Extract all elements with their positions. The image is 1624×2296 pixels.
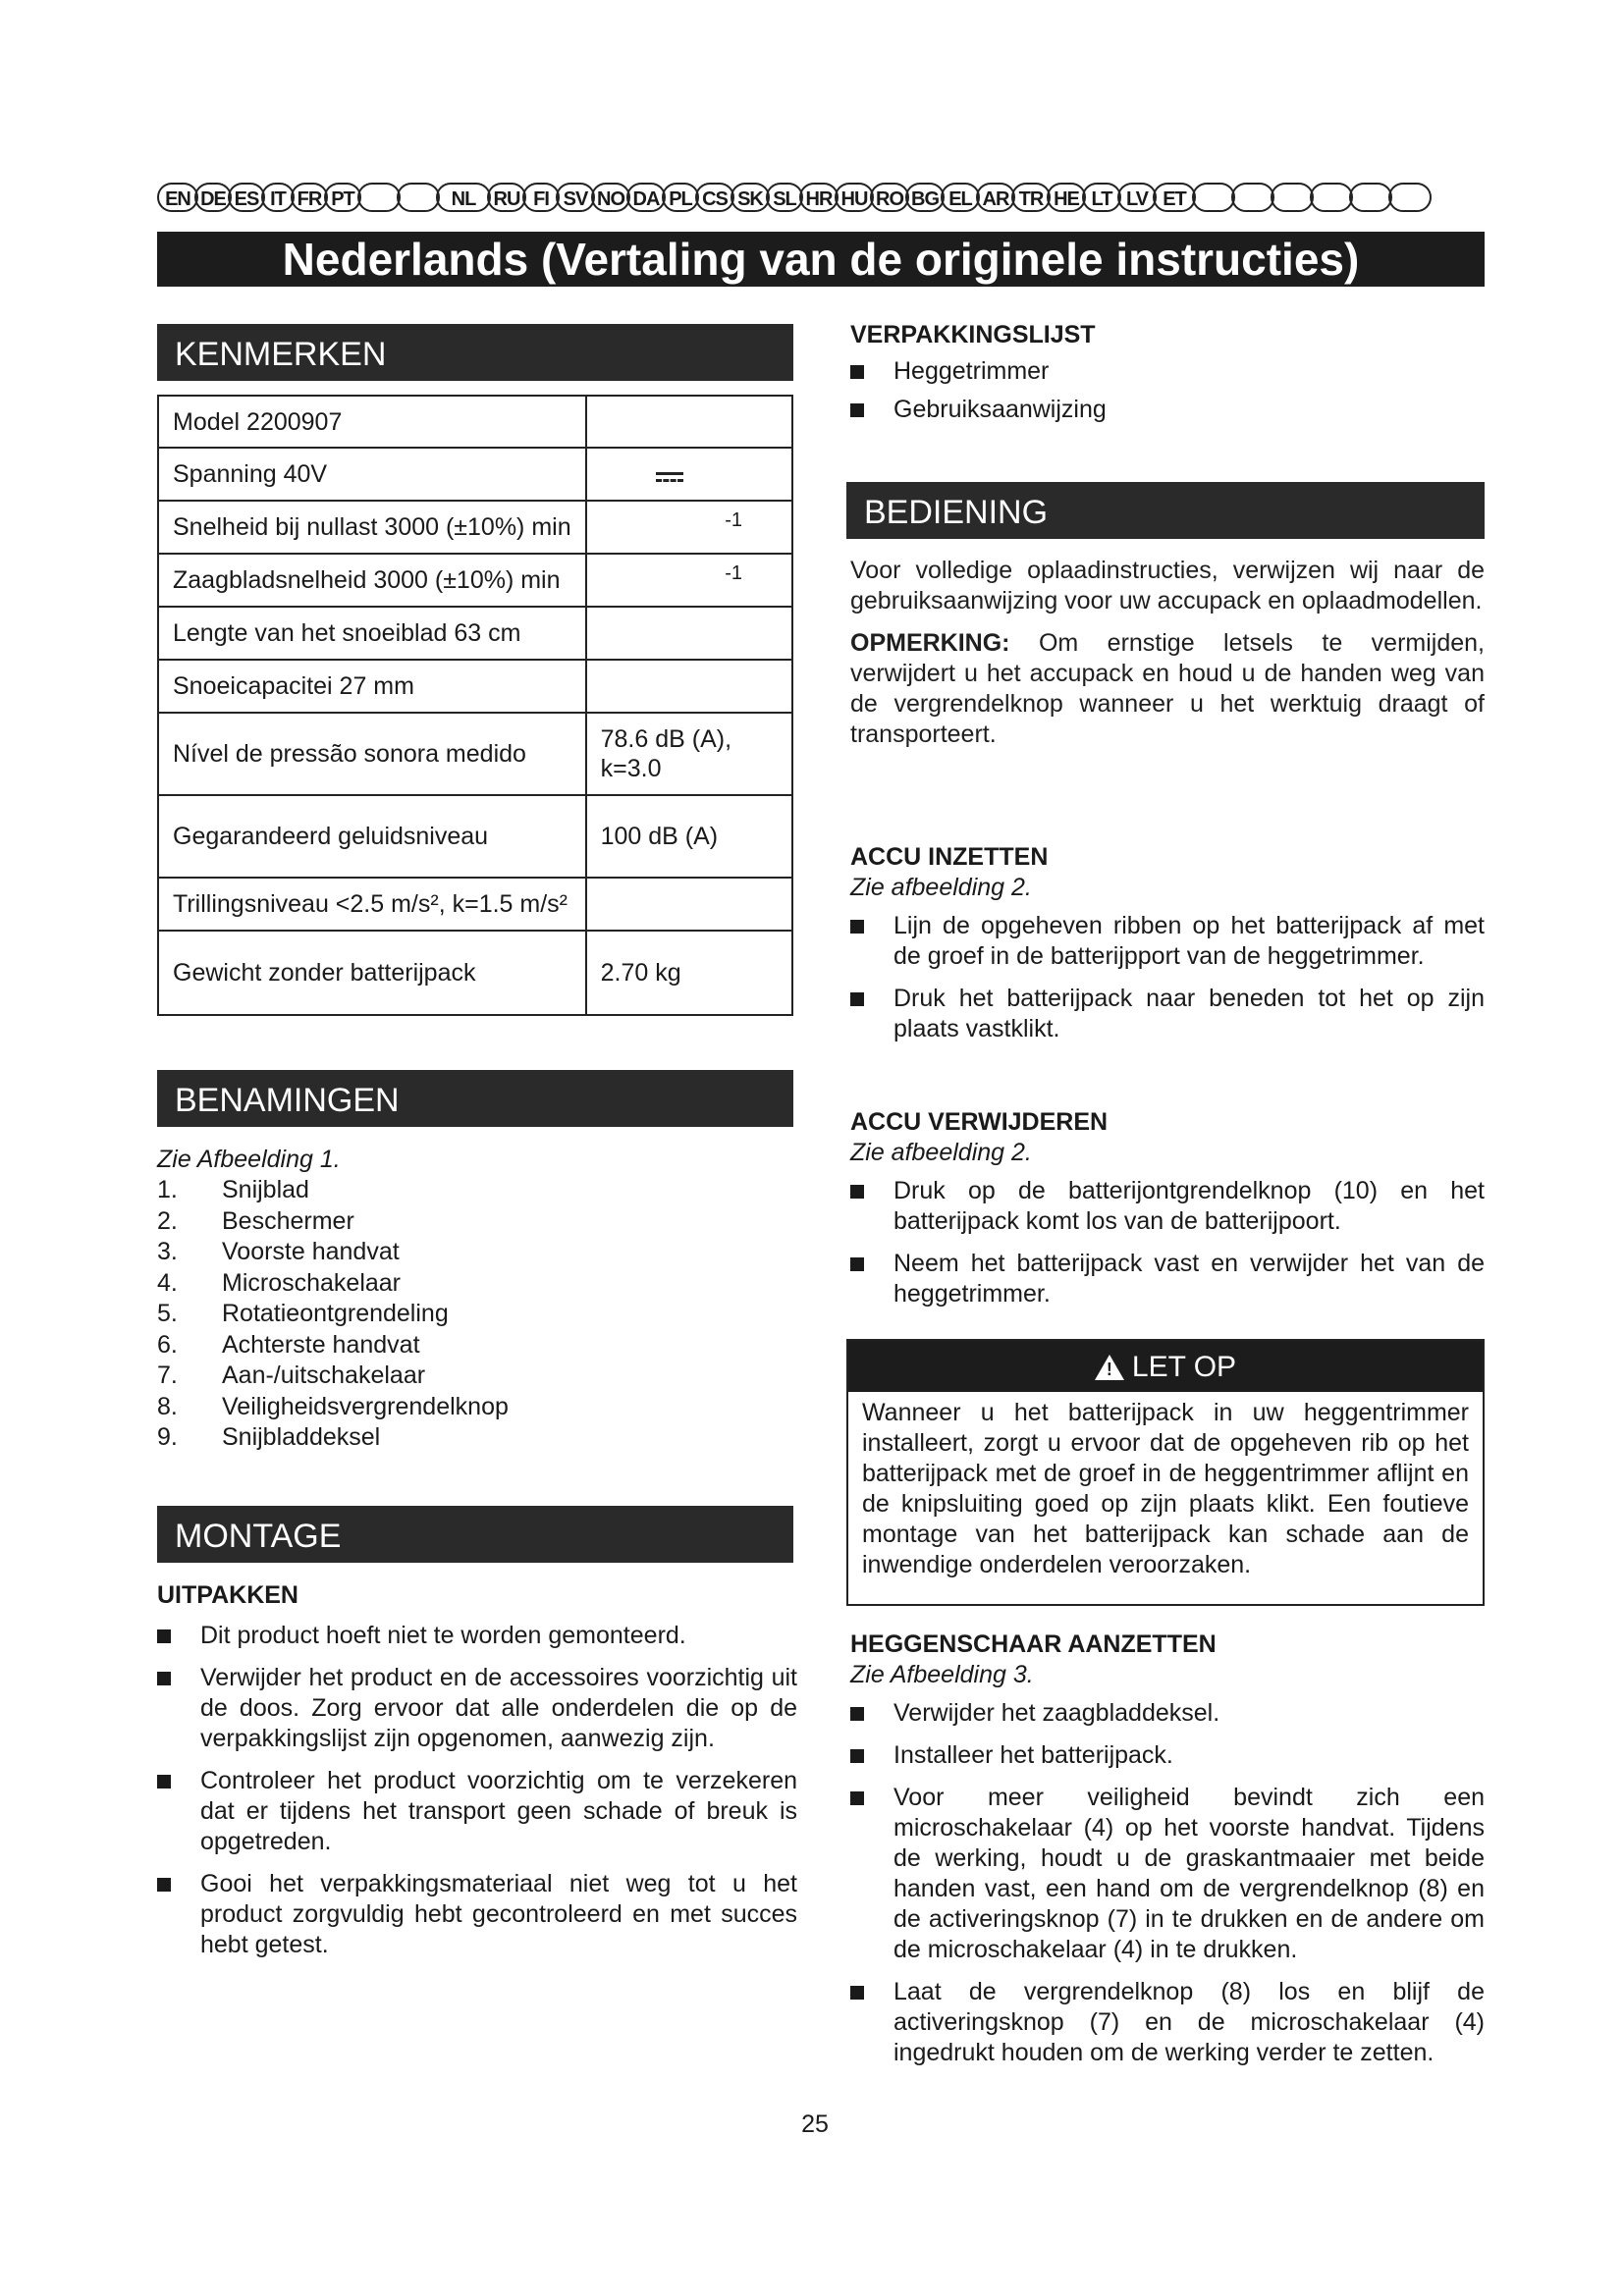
parts-list-item: 3. Voorste handvat	[157, 1238, 400, 1265]
lang-tab-tr: TR	[1011, 183, 1051, 212]
spec-label: Zaagbladsnelheid 3000 (±10%) min	[158, 554, 586, 607]
lang-tab-empty	[1349, 183, 1392, 212]
lang-tab-en: EN	[157, 183, 198, 212]
bullet-square-icon	[850, 1986, 864, 2000]
parts-list-item: 2. Beschermer	[157, 1206, 354, 1235]
bullet-square-icon	[157, 1775, 171, 1789]
uitpakken-bullet: Verwijder het product en de accessoires voorzichtig uit de doos. Zorg ervoor dat alle onderdelen die op de verpakkingslijst zijn opgenomen, aanwezig zijn.	[157, 1663, 797, 1754]
lang-tab-es: ES	[228, 183, 265, 212]
spec-value	[586, 396, 792, 448]
lang-tab-fi: FI	[522, 183, 560, 212]
aanzetten-bullet: Voor meer veiligheid bevindt zich een microschakelaar (4) op het voorste handvat. Tijdens de werking, houdt u de graskantmaaier met beide handen vast, een hand om de vergrendelknop (8) en de activeringsknop (7) in te drukken en de andere om de microschakelaar (4) in te drukken.	[850, 1783, 1485, 1965]
accu-inzetten-section	[850, 842, 1485, 1056]
lang-tab-hr: HR	[799, 183, 839, 212]
parts-list-item: 8. Veiligheidsvergrendelknop	[157, 1392, 509, 1420]
parts-list	[157, 1175, 793, 1454]
lang-tab-empty	[1192, 183, 1235, 212]
bediening-note	[850, 628, 1485, 750]
bullet-square-icon	[157, 1629, 171, 1643]
lang-tab-it: IT	[261, 183, 295, 212]
lang-tab-he: HE	[1047, 183, 1086, 212]
spec-label: Gegarandeerd geluidsniveau	[158, 795, 586, 878]
aanzetten-section	[850, 1629, 1485, 2080]
lang-tab-pl: PL	[662, 183, 699, 212]
spec-label: Model 2200907	[158, 396, 586, 448]
warning-title: LET OP	[1131, 1351, 1237, 1383]
uitpakken-bullet: Gooi het verpakkingsmateriaal niet weg tot u het product zorgvuldig hebt gecontroleerd en met succes hebt getest.	[157, 1869, 797, 1960]
accu-inzetten-list	[850, 911, 1485, 1044]
lang-tab-hu: HU	[835, 183, 874, 212]
bullet-square-icon	[850, 365, 864, 379]
lang-tab-ro: RO	[870, 183, 909, 212]
bediening-section	[850, 556, 1485, 750]
spec-value	[586, 878, 792, 931]
language-tab-row	[157, 181, 1485, 216]
bullet-square-icon	[850, 920, 864, 934]
lang-tab-lv: LV	[1117, 183, 1157, 212]
spec-value	[586, 660, 792, 713]
lang-tab-el: EL	[941, 183, 980, 212]
spec-value: 78.6 dB (A), k=3.0	[586, 713, 792, 795]
lang-tab-empty	[1271, 183, 1314, 212]
aanzetten-bullet: Verwijder het zaagbladdeksel.	[850, 1698, 1485, 1729]
bullet-square-icon	[157, 1672, 171, 1685]
bullet-square-icon	[157, 1878, 171, 1892]
let-op-warning-box	[846, 1339, 1485, 1606]
lang-tab-sl: SL	[766, 183, 803, 212]
parts-list-item: 1. Snijblad	[157, 1176, 309, 1203]
montage-heading: MONTAGE	[157, 1506, 793, 1563]
uitpakken-list	[157, 1621, 797, 1960]
accu-verwijderen-bullet: Neem het batterijpack vast en verwijder het van de heggetrimmer.	[850, 1249, 1485, 1309]
verpakking-section	[850, 320, 1485, 433]
parts-list-item: 9. Snijbladdeksel	[157, 1423, 381, 1451]
bullet-square-icon	[850, 1257, 864, 1271]
spec-label: Gewicht zonder batterijpack	[158, 931, 586, 1015]
note-label: OPMERKING:	[850, 629, 1010, 657]
montage-section	[157, 1580, 797, 1972]
lang-tab-lt: LT	[1082, 183, 1121, 212]
lang-tab-nl: NL	[436, 183, 491, 212]
spec-unit-sup: -1	[586, 554, 792, 607]
uitpakken-bullet: Dit product hoeft niet te worden gemonteerd.	[157, 1621, 797, 1651]
parts-list-item: 7. Aan-/uitschakelaar	[157, 1362, 426, 1389]
kenmerken-heading: KENMERKEN	[157, 324, 793, 381]
accu-inzetten-bullet: Lijn de opgeheven ribben op het batterijpack af met de groef in de batterijpport van de heggetrimmer.	[850, 911, 1485, 972]
benamingen-section	[157, 1145, 793, 1454]
lang-tab-empty	[357, 183, 401, 212]
lang-tab-sk: SK	[731, 183, 770, 212]
uitpakken-subheading: UITPAKKEN	[157, 1581, 298, 1609]
spec-label: Lengte van het snoeiblad 63 cm	[158, 607, 586, 660]
bediening-intro: Voor volledige oplaadinstructies, verwijzen wij naar de gebruiksaanwijzing voor uw accupack en oplaadmodellen.	[850, 557, 1485, 614]
accu-inzetten-subheading: ACCU INZETTEN	[850, 843, 1049, 871]
accu-verwijderen-subheading: ACCU VERWIJDEREN	[850, 1108, 1109, 1136]
parts-list-item: 6. Achterste handvat	[157, 1330, 420, 1359]
lang-tab-no: NO	[591, 183, 630, 212]
accu-inzetten-bullet: Druk het batterijpack naar beneden tot het op zijn plaats vastklikt.	[850, 984, 1485, 1044]
figure-reference: Zie Afbeelding 1.	[157, 1146, 341, 1173]
figure-reference: Zie afbeelding 2.	[850, 1139, 1032, 1166]
page-title: Nederlands (Vertaling van de originele instructies)	[157, 232, 1485, 287]
bediening-heading: BEDIENING	[846, 482, 1485, 539]
bullet-square-icon	[850, 1185, 864, 1199]
benamingen-heading: BENAMINGEN	[157, 1070, 793, 1127]
aanzetten-subheading: HEGGENSCHAAR AANZETTEN	[850, 1630, 1217, 1658]
spec-value	[586, 607, 792, 660]
spec-label: Nível de pressão sonora medido	[158, 713, 586, 795]
lang-tab-sv: SV	[556, 183, 595, 212]
spec-label: Spanning 40V	[158, 448, 586, 501]
uitpakken-bullet: Controleer het product voorzichtig om te verzekeren dat er tijdens het transport geen schade of breuk is opgetreden.	[157, 1766, 797, 1857]
lang-tab-ar: AR	[976, 183, 1015, 212]
lang-tab-bg: BG	[905, 183, 945, 212]
lang-tab-fr: FR	[291, 183, 328, 212]
figure-reference: Zie afbeelding 2.	[850, 874, 1032, 901]
lang-tab-empty	[1231, 183, 1274, 212]
spec-value: 100 dB (A)	[586, 795, 792, 878]
spec-unit-sup: -1	[586, 501, 792, 554]
aanzetten-bullet: Installeer het batterijpack.	[850, 1740, 1485, 1771]
spec-value	[586, 448, 792, 501]
dc-current-icon	[656, 472, 683, 482]
warning-text: Wanneer u het batterijpack in uw heggentrimmer installeert, zorgt u ervoor dat de opgeheven rib op het batterijpack met de groef in de heggentrimmer aflijnt en de knipsluiting goed op zijn plaats klikt. Een foutieve montage van het batterijpack kan schade aan de inwendige onderdelen veroorzaken.	[862, 1399, 1469, 1578]
verpakkingslijst-list	[850, 356, 1485, 425]
lang-tab-cs: CS	[695, 183, 734, 212]
spec-table	[157, 395, 793, 1016]
spec-label: Snelheid bij nullast 3000 (±10%) min	[158, 501, 586, 554]
warning-triangle-icon: !	[1095, 1355, 1124, 1380]
bullet-square-icon	[850, 1749, 864, 1763]
warning-header	[848, 1341, 1483, 1392]
spec-value: 2.70 kg	[586, 931, 792, 1015]
lang-tab-empty	[1310, 183, 1353, 212]
aanzetten-list	[850, 1698, 1485, 2068]
accu-verwijderen-section	[850, 1107, 1485, 1321]
lang-tab-de: DE	[194, 183, 232, 212]
lang-tab-empty	[397, 183, 440, 212]
bullet-square-icon	[850, 1791, 864, 1805]
accu-verwijderen-list	[850, 1176, 1485, 1309]
bullet-square-icon	[850, 992, 864, 1006]
verpakkingslijst-subheading: VERPAKKINGSLIJST	[850, 321, 1096, 348]
parts-list-item: 5. Rotatieontgrendeling	[157, 1300, 449, 1327]
aanzetten-bullet: Laat de vergrendelknop (8) los en blijf de activeringsknop (7) en de microschakelaar (4) ingedrukt houden om de werking verder te zetten.	[850, 1977, 1485, 2068]
lang-tab-empty	[1388, 183, 1432, 212]
lang-tab-da: DA	[626, 183, 666, 212]
page-number: 25	[801, 2110, 829, 2138]
lang-tab-pt: PT	[324, 183, 361, 212]
verpakking-bullet: Gebruiksaanwijzing	[850, 395, 1485, 425]
bullet-square-icon	[850, 1707, 864, 1721]
bullet-square-icon	[850, 403, 864, 417]
lang-tab-ru: RU	[487, 183, 526, 212]
spec-label: Snoeicapacitei 27 mm	[158, 660, 586, 713]
parts-list-item: 4. Microschakelaar	[157, 1268, 402, 1297]
verpakking-bullet: Heggetrimmer	[850, 356, 1485, 387]
figure-reference: Zie Afbeelding 3.	[850, 1661, 1034, 1688]
lang-tab-et: ET	[1153, 183, 1196, 212]
accu-verwijderen-bullet: Druk op de batterijontgrendelknop (10) en het batterijpack komt los van de batterijpoort.	[850, 1176, 1485, 1237]
note-text: Om ernstige letsels te vermijden, verwijdert u het accupack en houd u de handen weg van de vergrendelknop wanneer u het werktuig draagt of transporteert.	[850, 629, 1485, 748]
spec-label: Trillingsniveau <2.5 m/s², k=1.5 m/s²	[158, 878, 586, 931]
